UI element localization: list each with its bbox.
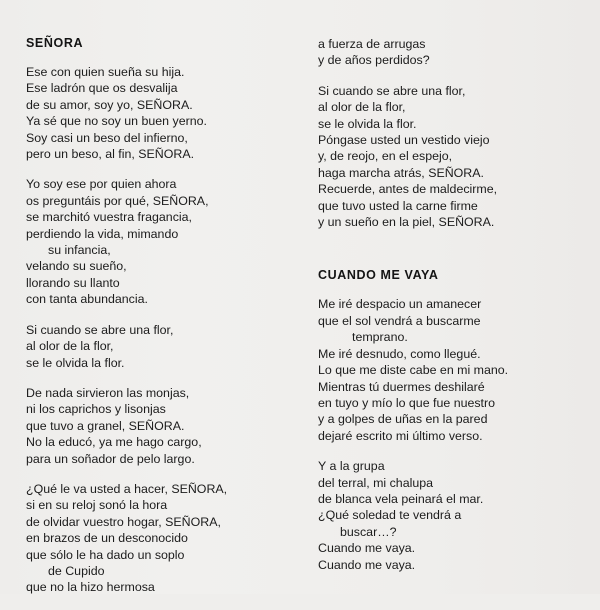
poem-line: se le olvida la flor. <box>318 116 417 131</box>
poem-line: os preguntáis por qué, SEÑORA, <box>26 193 209 208</box>
column-right <box>300 36 574 587</box>
poem-line: Recuerde, antes de maldecirme, <box>318 182 498 197</box>
stanza <box>26 176 282 307</box>
poem-line: Yo soy ese por quien ahora <box>26 177 177 192</box>
poem-line: de Cupido <box>48 563 105 578</box>
stanza <box>318 83 574 231</box>
poem-line: dejaré escrito mi último verso. <box>318 428 483 443</box>
poem-line: que no la hizo hermosa <box>26 580 155 595</box>
poem-line: Cuando me vaya. <box>318 541 416 556</box>
poem-line: si en su reloj sonó la hora <box>26 498 168 513</box>
poem-line: a fuerza de arrugas <box>318 37 426 51</box>
stanza <box>318 296 574 444</box>
poem-line: Si cuando se abre una flor, <box>26 322 174 337</box>
poem-line: buscar…? <box>340 524 397 539</box>
poem-line: su infancia, <box>48 243 111 258</box>
poem-line: Ese con quien sueña su hija. <box>26 65 185 79</box>
poem-line: perdiendo la vida, mimando <box>26 226 179 241</box>
poem-line: Lo que me diste cabe en mi mano. <box>318 363 509 378</box>
poem-line: Póngase usted un vestido viejo <box>318 133 490 148</box>
poem-line: con tanta abundancia. <box>26 292 148 307</box>
poem-line: Cuando me vaya. <box>318 557 416 572</box>
poem-line: Me iré desnudo, como llegué. <box>318 346 481 361</box>
poem-line: Mientras tú duermes deshilaré <box>318 379 485 394</box>
poem-title: CUANDO ME VAYA <box>318 268 439 283</box>
poem-line: Soy casi un beso del infierno, <box>26 130 188 145</box>
poem-line: Me iré despacio un amanecer <box>318 297 482 312</box>
poem-line: al olor de la flor, <box>26 339 114 354</box>
poem-line: Y a la grupa <box>318 459 385 474</box>
poem-line: en brazos de un desconocido <box>26 531 188 546</box>
poem-line: en tuyo y mío lo que fue nuestro <box>318 395 496 410</box>
poem-senora <box>26 36 282 596</box>
poem-line: ¿Qué le va usted a hacer, SEÑORA, <box>26 481 228 496</box>
poem-cuando-me-vaya <box>318 268 574 573</box>
poem-line: de blanca vela peinará el mar. <box>318 491 484 506</box>
stanza <box>26 481 282 596</box>
stanza <box>318 36 574 69</box>
poem-line: ¿Qué soledad te vendrá a <box>318 508 462 523</box>
poem-line: temprano. <box>352 330 408 345</box>
poem-line: del terral, mi chalupa <box>318 475 434 490</box>
poem-line: No la educó, ya me hago cargo, <box>26 435 202 450</box>
poem-line: y a golpes de uñas en la pared <box>318 412 488 427</box>
page-columns <box>26 36 574 595</box>
poem-line: al olor de la flor, <box>318 100 406 115</box>
poem-senora-continued <box>318 36 574 230</box>
poem-line: velando su sueño, <box>26 259 127 274</box>
poem-line: que tuvo a granel, SEÑORA. <box>26 418 185 433</box>
poem-line: para un soñador de pelo largo. <box>26 451 195 466</box>
poem-line: y de años perdidos? <box>318 53 430 68</box>
poem-line: Si cuando se abre una flor, <box>318 83 466 98</box>
poem-line: pero un beso, al fin, SEÑORA. <box>26 147 195 162</box>
section-spacer <box>318 244 574 262</box>
stanza <box>26 64 282 162</box>
poem-line: haga marcha atrás, SEÑORA. <box>318 165 484 180</box>
poem-line: y un sueño en la piel, SEÑORA. <box>318 215 495 230</box>
poem-line: que el sol vendrá a buscarme <box>318 313 481 328</box>
poem-line: y, de reojo, en el espejo, <box>318 149 453 164</box>
poem-title: SEÑORA <box>26 36 84 50</box>
poem-line: ni los caprichos y lisonjas <box>26 402 166 417</box>
poem-line: Ya sé que no soy un buen yerno. <box>26 114 207 129</box>
poem-line: se le olvida la flor. <box>26 355 125 370</box>
poem-line: llorando su llanto <box>26 275 120 290</box>
poem-line: Ese ladrón que os desvalija <box>26 81 178 96</box>
poem-line: se marchitó vuestra fragancia, <box>26 210 192 225</box>
stanza <box>26 322 282 371</box>
column-left <box>26 36 300 610</box>
stanza <box>26 385 282 467</box>
poem-line: de su amor, soy yo, SEÑORA. <box>26 97 193 112</box>
poem-line: que tuvo usted la carne firme <box>318 198 478 213</box>
poem-line: que sólo le ha dado un soplo <box>26 547 185 562</box>
stanza <box>318 458 574 573</box>
poem-line: de olvidar vuestro hogar, SEÑORA, <box>26 514 221 529</box>
poem-line: De nada sirvieron las monjas, <box>26 385 190 400</box>
